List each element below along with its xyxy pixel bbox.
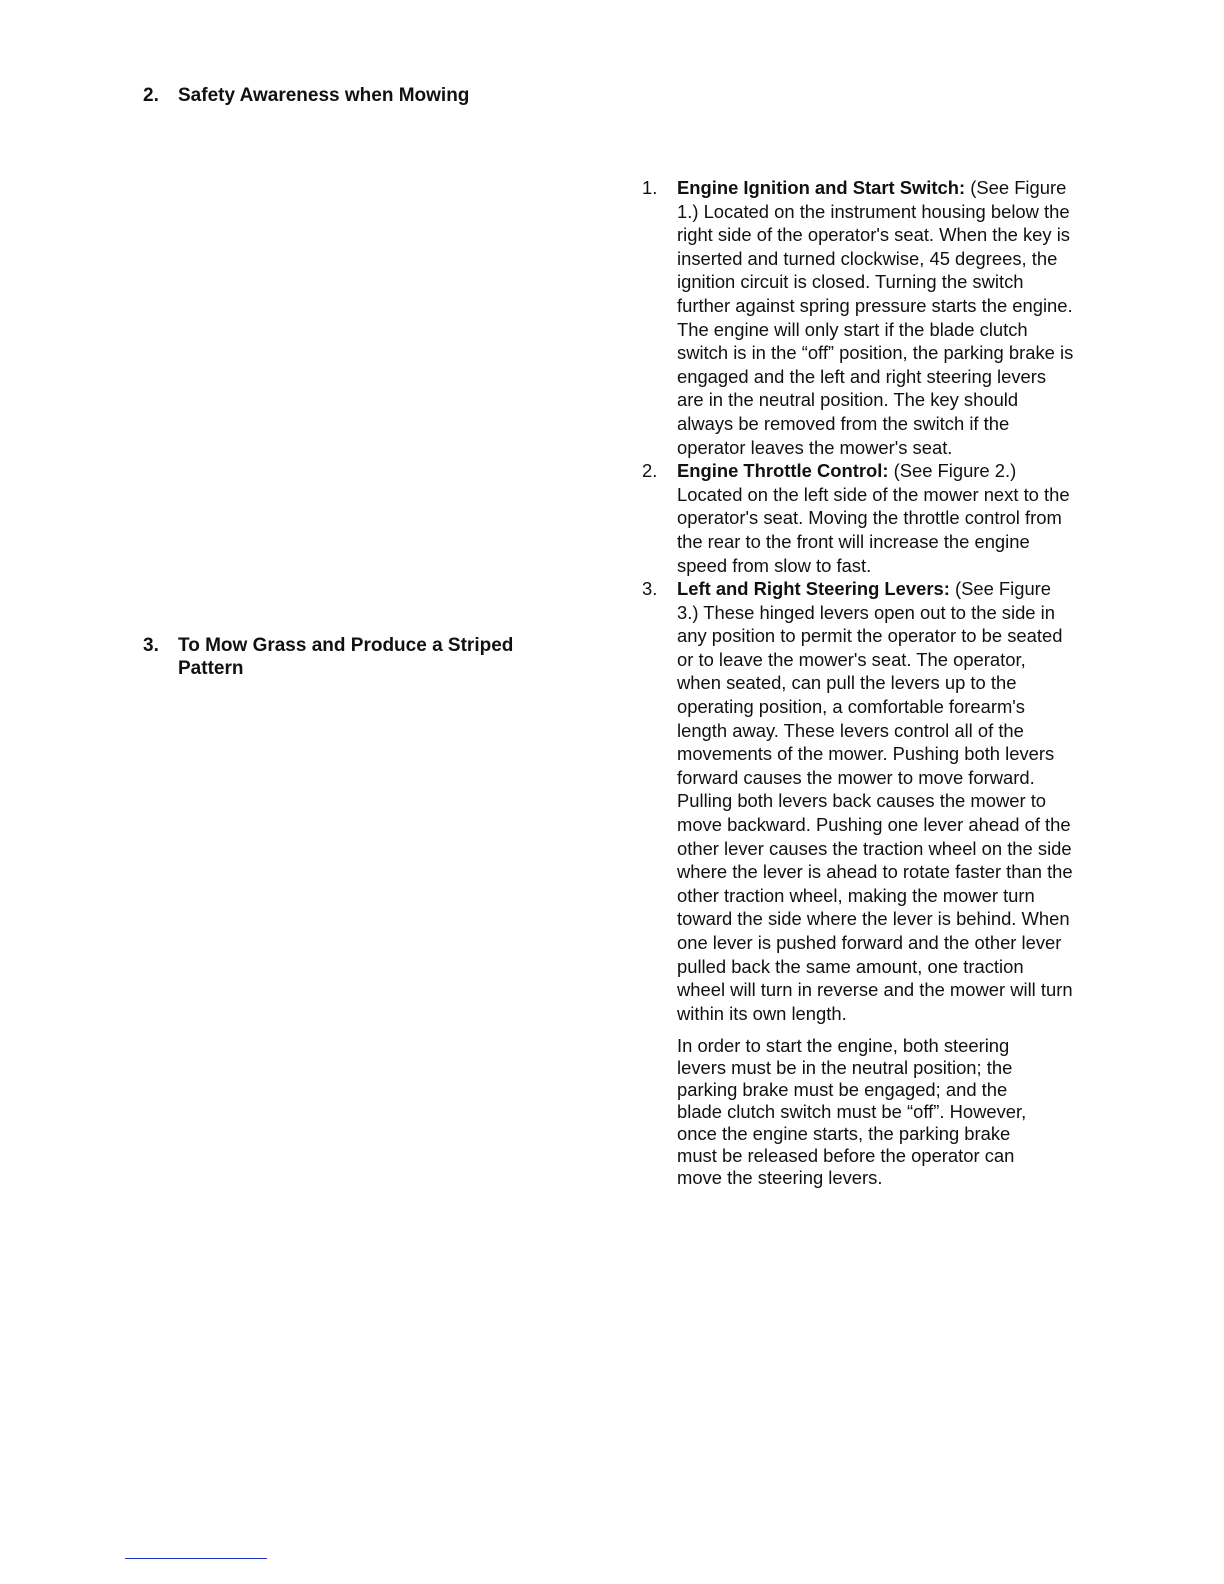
footnote-divider (125, 1558, 267, 1559)
section-heading-striped-pattern (143, 634, 583, 680)
item-number: 1. (642, 177, 658, 198)
controls-list (642, 176, 1074, 1189)
item-lead: Left and Right Steering Levers: (677, 578, 950, 600)
section-heading-safety-awareness (143, 84, 583, 107)
list-item-throttle-control (642, 459, 1074, 577)
section-number: 3. (143, 635, 159, 656)
item-number: 3. (642, 578, 658, 600)
item-lead: Engine Ignition and Start Switch: (677, 177, 966, 198)
section-title: To Mow Grass and Produce a Striped Pattern (178, 635, 514, 679)
item-body: (See Figure 1.) Located on the instrument housing below the right side of the operator's seat. When the key is inserted and turned clockwise, 45 degrees, the ignition circuit is closed. Turning the switch further against spring pressure starts the engine. The engine will only start if the blade clutch switch is in the “off” position, the parking brake is engaged and the left and right steering levers are in the neutral position. The key should always be removed from the switch if the operator leaves the mower's seat. (677, 177, 1074, 458)
list-item-steering-levers (642, 577, 1074, 1025)
section-number: 2. (143, 85, 159, 106)
item-body: (See Figure 2.) Located on the left side of the mower next to the operator's seat. Moving the throttle control from the rear to the front will increase the engine speed from slow to fast. (677, 460, 1070, 576)
item-body: (See Figure 3.) These hinged levers open out to the side in any position to permit the operator to be seated or to leave the mower's seat. The operator, when seated, can pull the levers up to the operating position, a comfortable forearm's length away. These levers control all of the movements of the mower. Pushing both levers forward causes the mower to move forward. Pulling both levers back causes the mower to move backward. Pushing one lever ahead of the other lever causes the traction wheel on the side where the lever is ahead to rotate faster than the other traction wheel, making the mower turn toward the side where the lever is behind. When one lever is pushed forward and the other lever pulled back the same amount, one traction wheel will turn in reverse and the mower will turn within its own length. (677, 578, 1073, 1024)
section-title: Safety Awareness when Mowing (178, 85, 470, 106)
item-lead: Engine Throttle Control: (677, 460, 889, 482)
item-number: 2. (642, 460, 658, 482)
start-engine-note: In order to start the engine, both steering levers must be in the neutral position; the parking brake must be engaged; and the blade clutch switch must be “off”. However, once the engine starts, the parking brake must be released before the operator can move the steering levers. (677, 1035, 1027, 1189)
list-item-ignition-switch (642, 176, 1074, 459)
